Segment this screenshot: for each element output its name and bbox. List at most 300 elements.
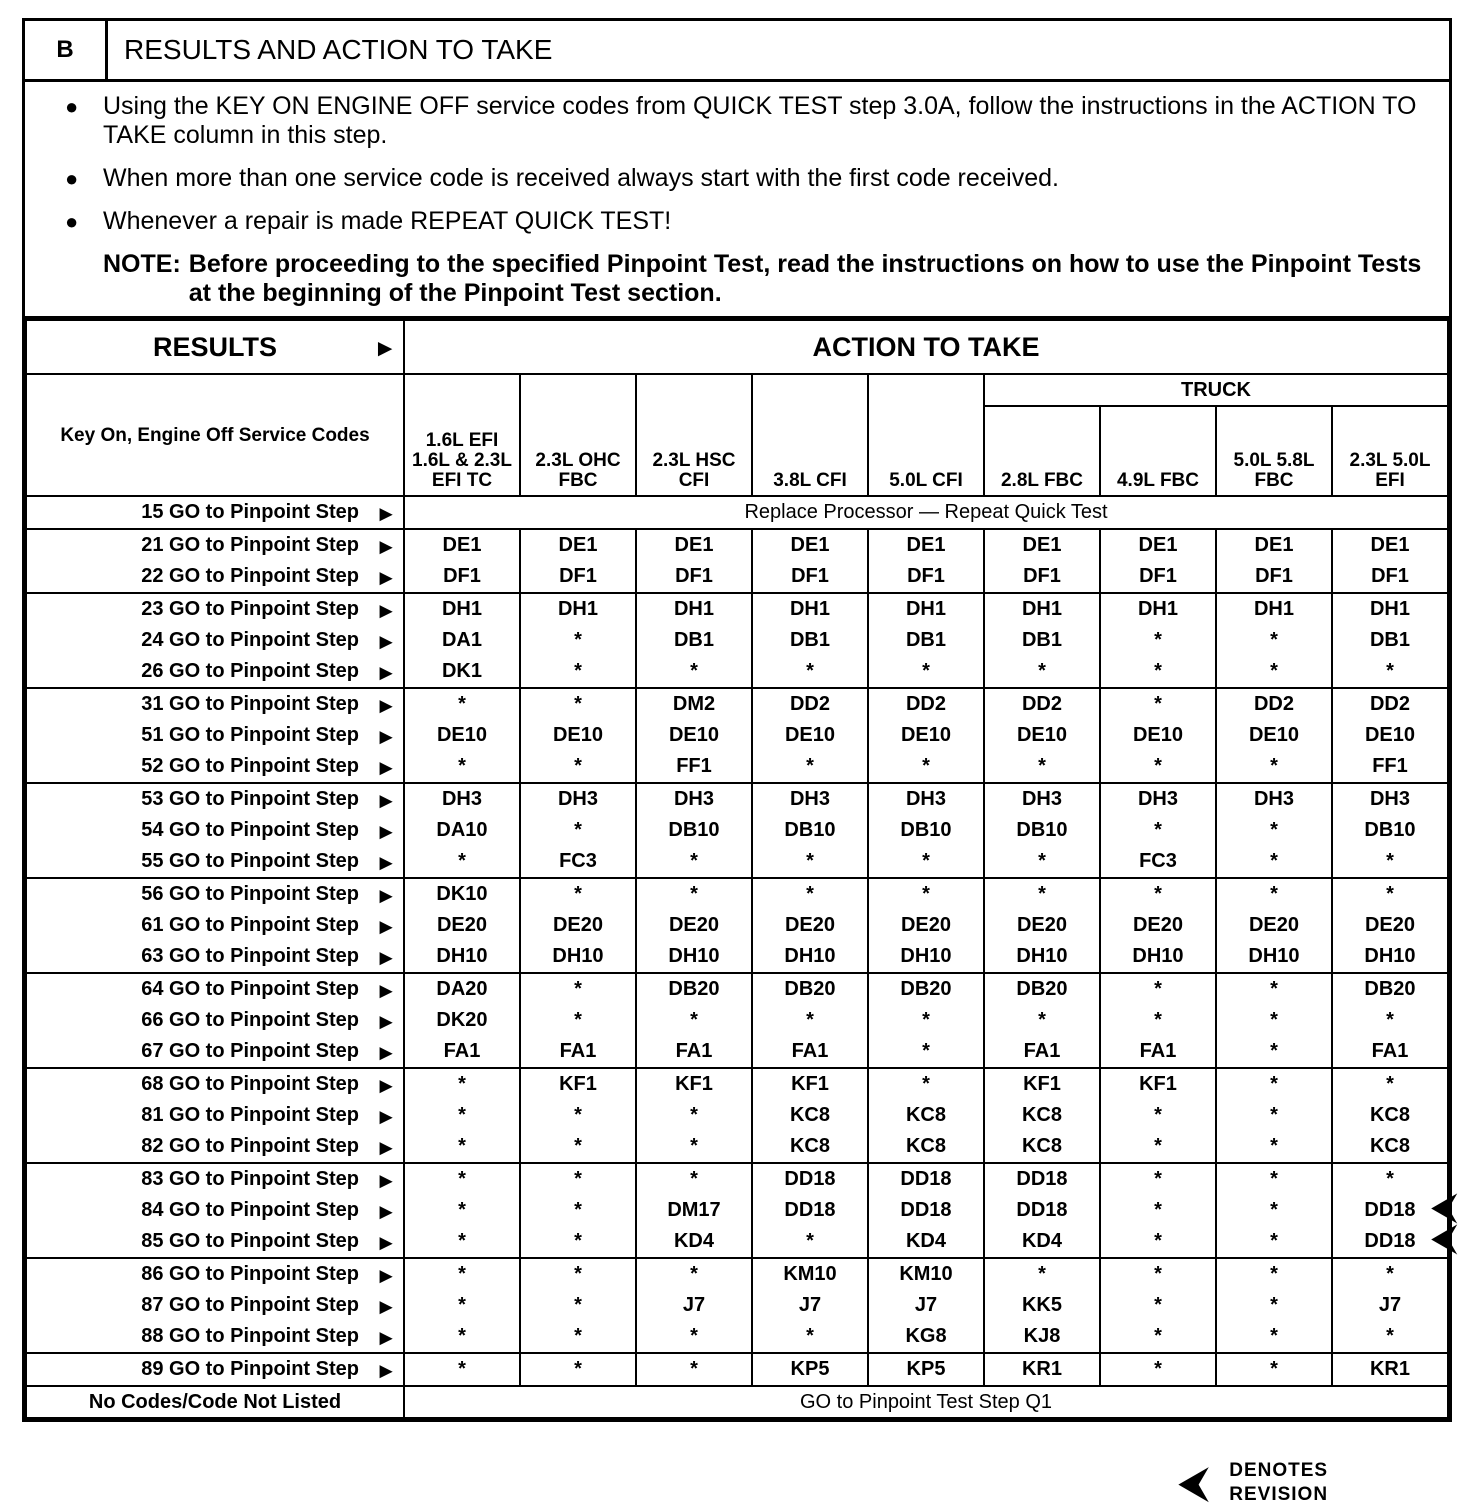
action-code: FA1 [1023,1040,1061,1062]
arrow-icon: ► [375,1135,397,1160]
action-code: * [458,693,466,715]
action-cell [1216,1068,1332,1163]
action-code: DF1 [1023,565,1061,587]
action-code: DD18 [1364,1199,1416,1221]
instruction-text: Whenever a repair is made REPEAT QUICK TEST! [103,207,672,235]
action-code: DD2 [789,693,830,715]
table-row [26,593,1448,688]
action-cell [1216,593,1332,688]
action-code: DH1 [1253,598,1294,620]
action-code: DE10 [1248,724,1300,746]
action-code: * [574,1294,582,1316]
action-code: DD2 [1021,693,1062,715]
code-cell [26,1163,404,1258]
action-cell [1216,1163,1332,1258]
engine-header: 5.0L 5.8L FBC [1216,406,1332,496]
results-header [26,320,404,374]
action-code: * [1270,1230,1278,1252]
action-cell [752,973,868,1068]
action-code: KM10 [899,1263,953,1285]
action-cell [1216,783,1332,878]
action-code: * [922,1009,930,1031]
action-code: DH1 [905,598,946,620]
action-cell [636,783,752,878]
action-code: * [458,1325,466,1347]
action-code: KP5 [790,1358,830,1380]
action-code: * [574,629,582,651]
action-code: * [1386,1168,1394,1190]
arrow-icon: ► [375,1009,397,1034]
action-cell [984,593,1100,688]
action-code: DB20 [1016,978,1068,1000]
action-code: * [1154,1294,1162,1316]
code-label: 51 GO to Pinpoint Step [141,724,359,746]
action-cell [868,529,984,593]
arrow-icon: ► [375,629,397,654]
action-code: * [1270,978,1278,1000]
action-cell [1332,529,1448,593]
action-code: * [458,1263,466,1285]
action-code: DE20 [1132,914,1184,936]
action-code: * [458,1358,466,1380]
instruction-text: Using the KEY ON ENGINE OFF service codes from QUICK TEST step 3.0A, follow the instructions in the ACTION TO TAKE column in this step. [103,92,1417,149]
action-cell [636,688,752,783]
arrow-icon: ► [375,724,397,749]
action-code: * [1038,755,1046,777]
code-cell [26,1353,404,1386]
table-row [26,1386,1448,1418]
arrow-icon: ► [375,1073,397,1098]
action-cell [1332,783,1448,878]
action-code: KF1 [1139,1073,1177,1095]
action-code: DE10 [784,724,836,746]
arrow-icon: ► [375,755,397,780]
action-cell [404,593,520,688]
action-code: FF1 [1372,755,1408,777]
action-code: DD18 [900,1168,952,1190]
code-label: 84 GO to Pinpoint Step [141,1199,359,1221]
code-cell [26,688,404,783]
action-code: FA1 [1139,1040,1177,1062]
arrow-icon: ► [375,534,397,559]
action-cell [404,688,520,783]
table-row [26,1163,1448,1258]
code-label: 53 GO to Pinpoint Step [141,788,359,810]
action-cell [1100,593,1216,688]
engine-header: 5.0L CFI [868,374,984,496]
action-cell [404,1353,520,1386]
action-cell [1332,973,1448,1068]
action-code: DH1 [557,598,598,620]
revision-arrow-icon: ⮜ [1178,1458,1210,1507]
action-cell [1332,1258,1448,1353]
code-cell [26,973,404,1068]
action-cell: GO to Pinpoint Test Step Q1 [404,1386,1448,1418]
action-code: DB20 [784,978,836,1000]
code-label: 82 GO to Pinpoint Step [141,1135,359,1157]
action-code: * [1154,660,1162,682]
legend-text [1229,1459,1328,1507]
action-code: DF1 [443,565,481,587]
action-code: * [922,883,930,905]
action-cell [868,1068,984,1163]
action-code: DE10 [1016,724,1068,746]
action-cell [1100,1258,1216,1353]
action-code: * [806,1325,814,1347]
action-cell [404,783,520,878]
action-code: * [574,1263,582,1285]
action-code: * [1154,1104,1162,1126]
action-code: * [1154,883,1162,905]
step-letter: B [25,21,108,79]
code-label: 22 GO to Pinpoint Step [141,565,359,587]
action-code: DH1 [441,598,482,620]
action-code: * [922,1073,930,1095]
no-codes-label: No Codes/Code Not Listed [26,1386,404,1418]
action-cell [1100,1068,1216,1163]
action-code: KD4 [673,1230,714,1252]
table-row [26,529,1448,593]
action-cell [520,783,636,878]
action-code: J7 [1378,1294,1402,1316]
action-code: DH1 [789,598,830,620]
action-cell [1100,529,1216,593]
action-code: DE20 [784,914,836,936]
engine-header: 3.8L CFI [752,374,868,496]
action-code: KJ8 [1023,1325,1061,1347]
action-code: KC8 [1021,1135,1062,1157]
action-code: * [458,1230,466,1252]
action-code: DD18 [784,1199,836,1221]
action-code: DB20 [668,978,720,1000]
action-cell [404,529,520,593]
action-code: DE1 [1254,534,1294,556]
action-code: * [1270,1168,1278,1190]
action-code: * [574,755,582,777]
action-code: DH10 [436,945,488,967]
action-cell [1216,1258,1332,1353]
action-code: * [1038,1009,1046,1031]
action-code: * [1154,1263,1162,1285]
code-label: 68 GO to Pinpoint Step [141,1073,359,1095]
instruction-item [65,164,1425,193]
bullet-icon: ● [65,94,79,119]
action-cell [1100,1353,1216,1386]
code-label: 66 GO to Pinpoint Step [141,1009,359,1031]
action-code: * [922,660,930,682]
code-label: 15 GO to Pinpoint Step [141,501,359,523]
action-code: * [1154,755,1162,777]
action-cell [1100,1163,1216,1258]
action-cell [868,1353,984,1386]
action-code: DH10 [1248,945,1300,967]
action-cell [752,783,868,878]
action-code: DH10 [1016,945,1068,967]
arrow-icon: ► [375,1199,397,1224]
action-code: * [1386,1325,1394,1347]
action-code: DE20 [900,914,952,936]
action-code: * [458,1294,466,1316]
action-code: * [574,978,582,1000]
instructions [25,82,1449,319]
action-code: DH3 [789,788,830,810]
action-code: DB10 [784,819,836,841]
code-label: 87 GO to Pinpoint Step [141,1294,359,1316]
action-code: DH1 [673,598,714,620]
action-cell [752,1163,868,1258]
action-code: DE10 [900,724,952,746]
action-code: * [1386,1009,1394,1031]
action-cell [520,1163,636,1258]
action-code: DD18 [1364,1230,1416,1252]
action-code: DH10 [668,945,720,967]
arrow-icon: ► [373,335,397,362]
action-code: KC8 [789,1135,830,1157]
arrow-icon: ► [375,914,397,939]
results-label: RESULTS [152,331,277,362]
code-label: 52 GO to Pinpoint Step [141,755,359,777]
action-code: * [458,1168,466,1190]
code-label: 26 GO to Pinpoint Step [141,660,359,682]
action-code: DH10 [900,945,952,967]
action-code: DB10 [900,819,952,841]
action-code: DH1 [1137,598,1178,620]
action-code: * [1154,1358,1162,1380]
results-body [26,496,1448,1418]
action-cell [1332,688,1448,783]
action-code: KK5 [1021,1294,1062,1316]
arrow-icon: ► [375,1230,397,1255]
action-code: DB1 [1369,629,1410,651]
action-code: * [690,660,698,682]
action-cell [868,688,984,783]
action-code: DB10 [1016,819,1068,841]
action-code: * [1270,1135,1278,1157]
action-code: DD18 [1016,1199,1068,1221]
action-code: * [806,883,814,905]
arrow-icon: ► [375,1263,397,1288]
action-cell [984,1163,1100,1258]
arrow-icon: ► [375,693,397,718]
action-code: DB20 [1364,978,1416,1000]
action-code: DH3 [1253,788,1294,810]
action-code: DF1 [1255,565,1293,587]
arrow-icon: ► [375,788,397,813]
action-code: DE20 [1248,914,1300,936]
action-code: * [1270,1263,1278,1285]
table-row [26,973,1448,1068]
action-code: * [1270,755,1278,777]
action-code: DE1 [1022,534,1062,556]
action-code: * [458,850,466,872]
action-code: * [574,660,582,682]
revision-arrow-icon: ⮜ [1432,1188,1457,1226]
action-cell [984,878,1100,973]
action-code: KD4 [1021,1230,1062,1252]
arrow-icon: ► [375,1358,397,1383]
action-code: * [1270,629,1278,651]
action-code: * [1154,693,1162,715]
action-code: DE1 [674,534,714,556]
action-cell: Replace Processor — Repeat Quick Test [404,496,1448,529]
action-code: KG8 [905,1325,947,1347]
action-code: * [1270,1294,1278,1316]
action-code: DB1 [673,629,714,651]
action-code: * [1154,1168,1162,1190]
action-code: DM17 [667,1199,721,1221]
action-code: KP5 [906,1358,946,1380]
action-code: * [458,1199,466,1221]
action-code: FA1 [559,1040,597,1062]
action-cell [520,529,636,593]
action-code: DE20 [1364,914,1416,936]
action-cell [868,878,984,973]
action-code: DD2 [905,693,946,715]
action-header: ACTION TO TAKE [404,320,1448,374]
action-code: FC3 [559,850,597,872]
action-code: KR1 [1369,1358,1410,1380]
action-code: KF1 [559,1073,597,1095]
arrow-icon: ► [375,598,397,623]
action-cell [520,593,636,688]
key-on-header: Key On, Engine Off Service Codes [26,374,404,496]
action-cell [404,1163,520,1258]
action-code: KF1 [675,1073,713,1095]
action-code: * [1154,1135,1162,1157]
action-cell [1100,688,1216,783]
action-code: DA20 [436,978,488,1000]
action-code: * [574,1009,582,1031]
action-code: KD4 [905,1230,946,1252]
arrow-icon: ► [375,1040,397,1065]
table-row [26,1258,1448,1353]
action-code: DH3 [1369,788,1410,810]
action-cell [984,529,1100,593]
action-code: DH10 [784,945,836,967]
action-code: * [1270,1325,1278,1347]
action-code: KR1 [1021,1358,1062,1380]
action-cell [636,529,752,593]
bullet-icon: ● [65,209,79,234]
action-code: * [1270,850,1278,872]
legend-line: DENOTES [1229,1460,1329,1481]
action-code: * [574,1358,582,1380]
revision-arrow-icon: ⮜ [1432,1219,1457,1257]
action-code: * [458,755,466,777]
action-code: DF1 [1371,565,1409,587]
step-header [25,21,1449,82]
table-row [26,688,1448,783]
action-code: DF1 [907,565,945,587]
action-code: * [574,883,582,905]
action-cell [1100,973,1216,1068]
action-code: * [1270,1104,1278,1126]
action-cell [1100,878,1216,973]
code-label: 89 GO to Pinpoint Step [141,1358,359,1380]
action-code: KF1 [791,1073,829,1095]
action-code: DA1 [441,629,482,651]
code-label: 55 GO to Pinpoint Step [141,850,359,872]
action-cell [1332,593,1448,688]
action-code: DH3 [1137,788,1178,810]
action-code: * [574,1325,582,1347]
table-row [26,1353,1448,1386]
arrow-icon: ► [375,660,397,685]
action-cell [1100,783,1216,878]
action-code: DF1 [559,565,597,587]
engine-header: 1.6L EFI 1.6L & 2.3L EFI TC [404,374,520,496]
action-code: * [574,693,582,715]
action-code: * [574,1168,582,1190]
action-cell [984,1258,1100,1353]
table-row [26,496,1448,529]
arrow-icon: ► [375,883,397,908]
action-cell [636,593,752,688]
action-code: * [806,850,814,872]
arrow-icon: ► [375,978,397,1003]
action-cell [984,973,1100,1068]
action-code: KC8 [789,1104,830,1126]
action-cell [1216,1353,1332,1386]
bullet-icon: ● [65,166,79,191]
action-code: * [1038,660,1046,682]
action-cell [752,1258,868,1353]
action-code: * [806,1230,814,1252]
code-label: 23 GO to Pinpoint Step [141,598,359,620]
action-code: DE10 [1132,724,1184,746]
action-code: DB1 [789,629,830,651]
action-code: * [1154,1230,1162,1252]
action-code: DF1 [1139,565,1177,587]
action-code: * [806,755,814,777]
action-code: KC8 [1021,1104,1062,1126]
action-code: FA1 [675,1040,713,1062]
action-code: DE20 [436,914,488,936]
code-label: 21 GO to Pinpoint Step [141,534,359,556]
action-cell [752,529,868,593]
action-code: DE1 [558,534,598,556]
action-cell [1332,878,1448,973]
action-code: DE20 [552,914,604,936]
code-label: 54 GO to Pinpoint Step [141,819,359,841]
action-code: DD18 [784,1168,836,1190]
action-cell [404,973,520,1068]
action-code: DH10 [1364,945,1416,967]
code-label: 81 GO to Pinpoint Step [141,1104,359,1126]
action-code: DE1 [906,534,946,556]
action-cell [868,1163,984,1258]
action-code: * [1154,1009,1162,1031]
action-cell [1216,529,1332,593]
action-cell [1332,1353,1448,1386]
action-cell [404,1258,520,1353]
code-label: 24 GO to Pinpoint Step [141,629,359,651]
action-code: * [690,1325,698,1347]
action-code: * [922,850,930,872]
action-code: DB10 [1364,819,1416,841]
action-code: * [1386,850,1394,872]
action-code: * [458,1135,466,1157]
note-text: Before proceeding to the specified Pinpoint Test, read the instructions on how to use the Pinpoint Tests at the beginning of the Pinpoint Test section. [188,250,1422,307]
action-code: DE10 [552,724,604,746]
action-code: DE10 [1364,724,1416,746]
action-code: DB1 [905,629,946,651]
action-code: * [574,1104,582,1126]
action-cell [984,688,1100,783]
action-cell [520,1068,636,1163]
arrow-icon: ► [375,819,397,844]
engine-header: 4.9L FBC [1100,406,1216,496]
